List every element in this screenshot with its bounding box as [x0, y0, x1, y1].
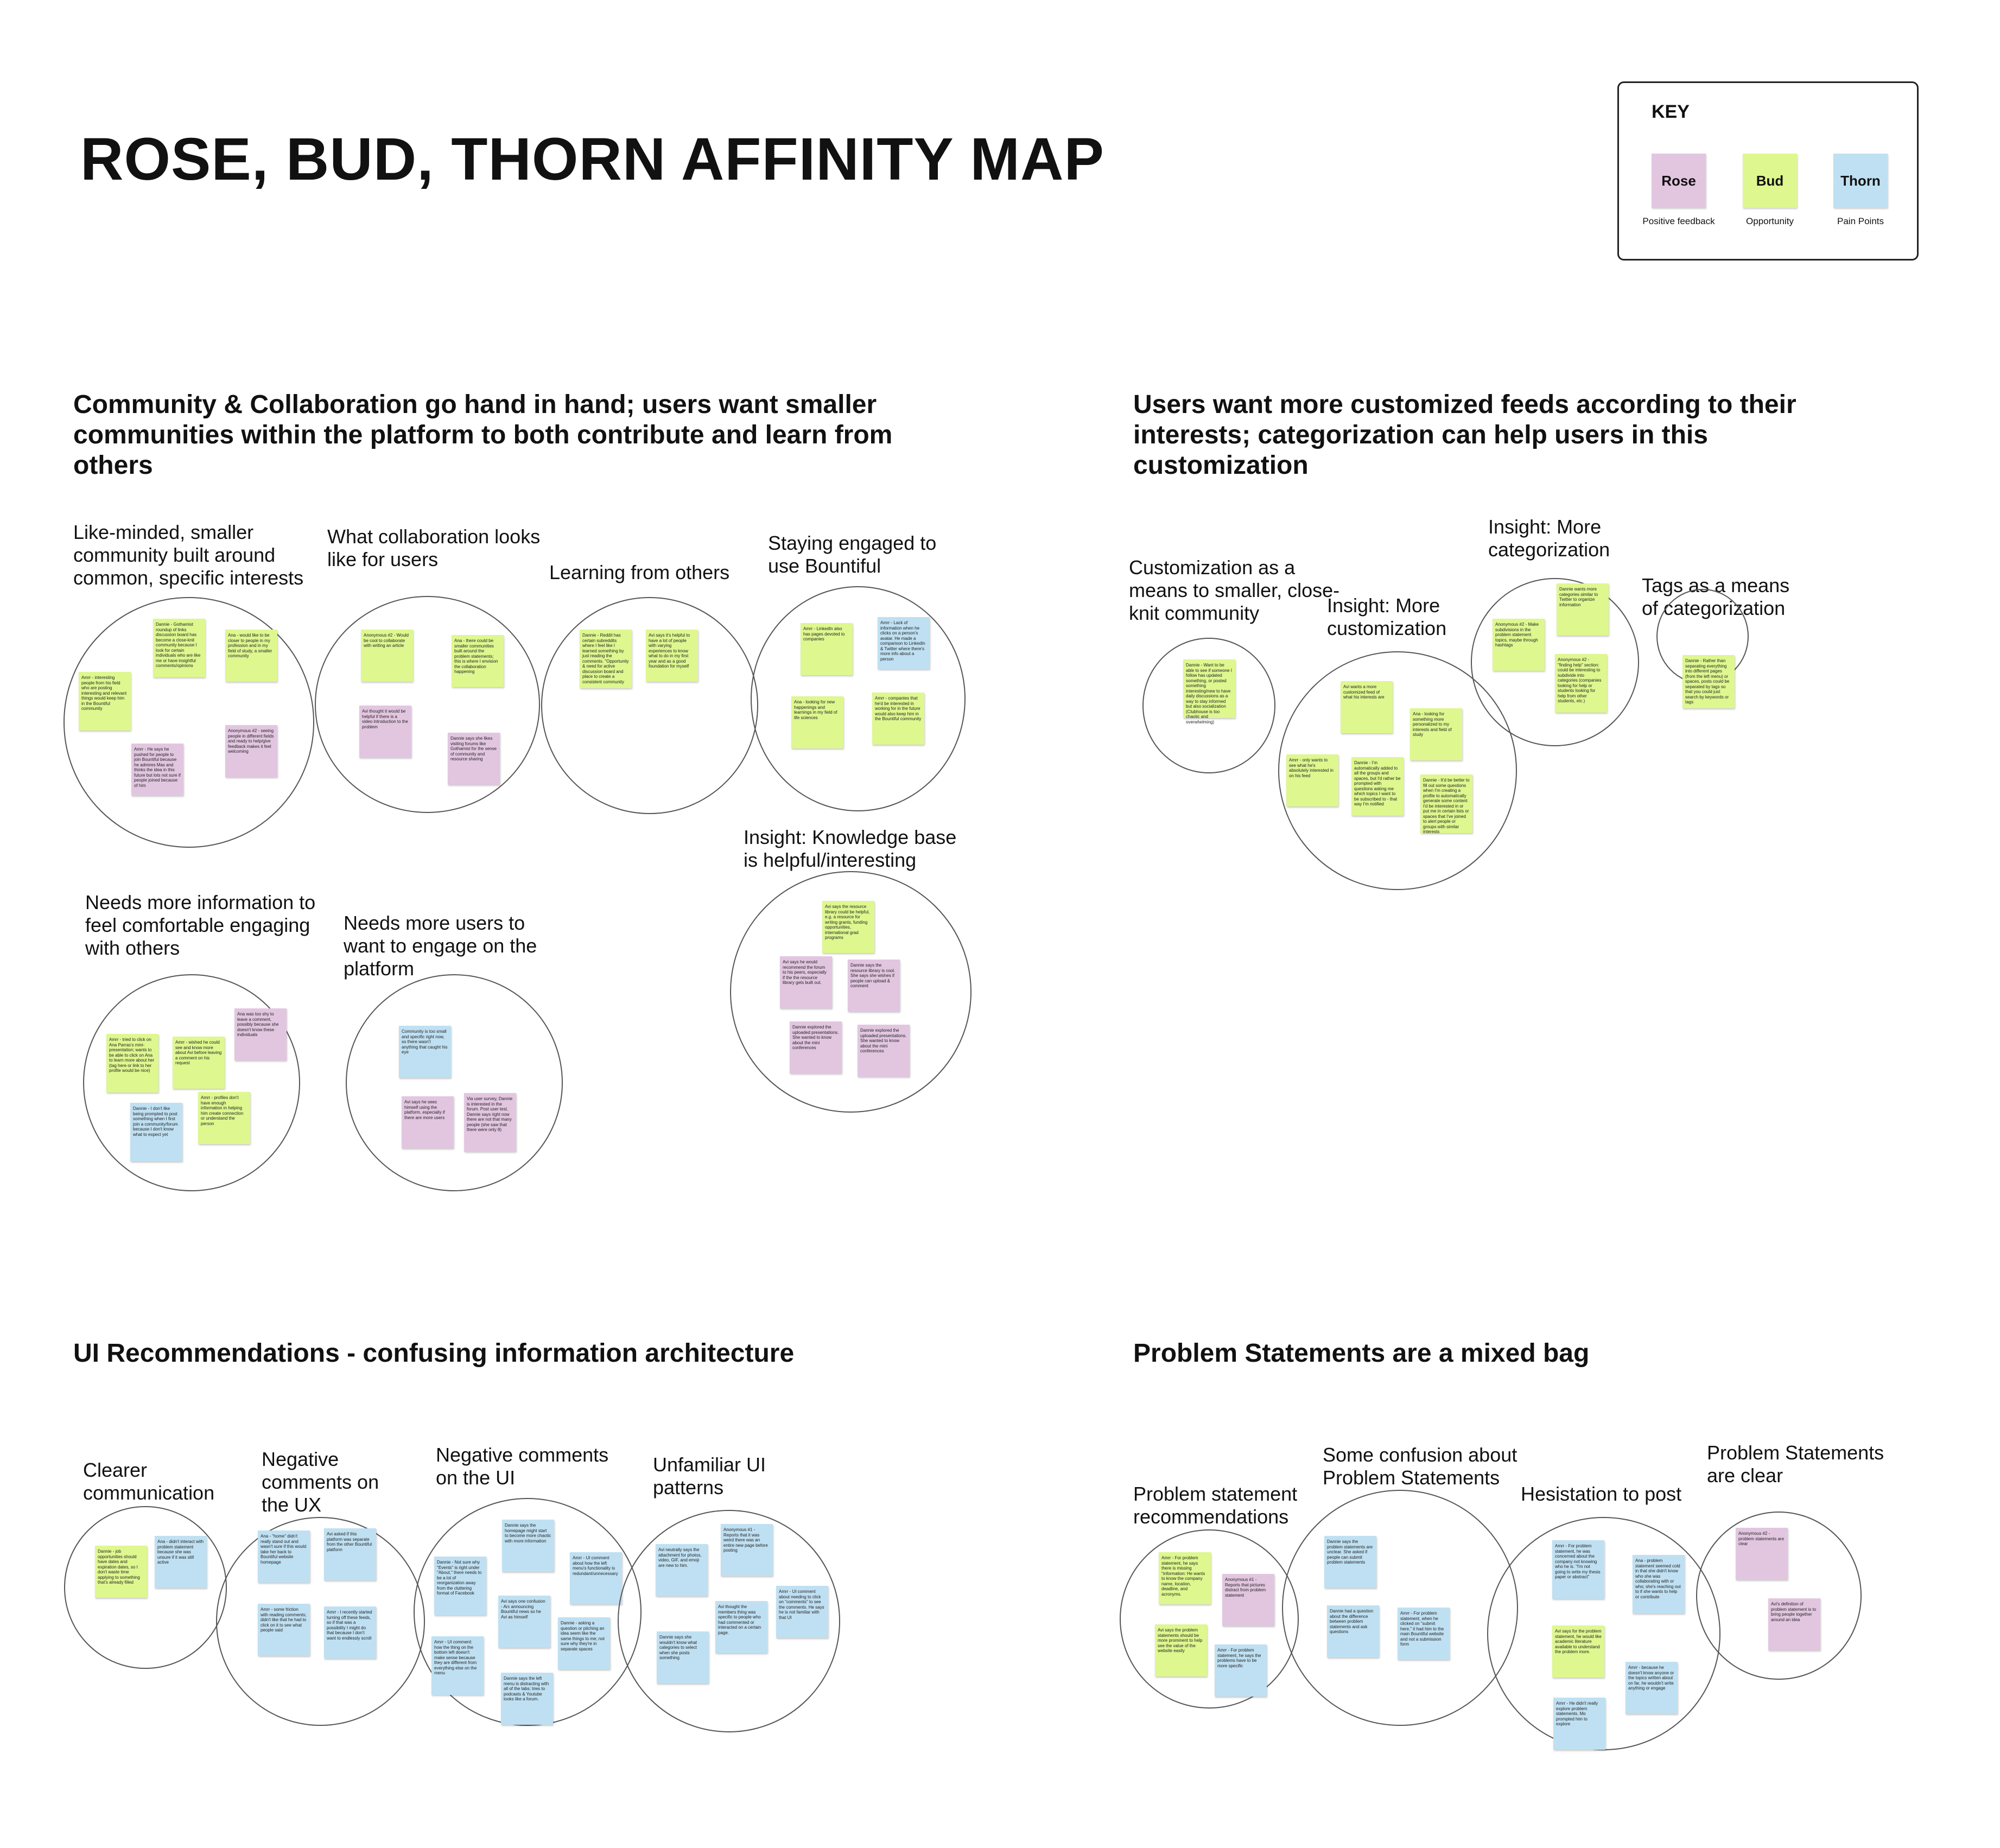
sticky-note: Anonymous #1 - Reports that it was weird there was an entire new page before posting — [721, 1524, 773, 1576]
sticky-note: Dannie explored the uploaded presentations. She wanted to know about the mini conferences — [790, 1021, 842, 1074]
key-thorn-swatch: Thorn — [1833, 154, 1888, 208]
cluster-circle-neg-ux — [216, 1517, 425, 1726]
key-bud-swatch: Bud — [1743, 154, 1797, 208]
cluster-label-tags: Tags as a means of categorization — [1642, 574, 1790, 619]
sticky-note: Avi says one confusion - Arc announcing Bountiful news so he Avi as himself — [498, 1596, 550, 1648]
page-title: ROSE, BUD, THORN AFFINITY MAP — [80, 126, 1104, 193]
key-rose-desc: Positive feedback — [1642, 216, 1715, 226]
cluster-label-learning: Learning from others — [549, 561, 730, 583]
sticky-note: Dannie says she likes visiting forums like Gothamist for the sense of community and resource sharing — [448, 733, 500, 785]
cluster-label-insight-cat: Insight: More categorization — [1488, 516, 1610, 561]
cluster-label-knowledge: Insight: Knowledge base is helpful/interesting — [744, 826, 957, 871]
sticky-note: Amrr - I recently started turning off these feeds, so if that was a possibility I might do that because I don't want to endlessly scroll — [324, 1606, 376, 1659]
sticky-note: Ana - there could be smaller communities built around the problem statements; this is where I envision the collaboration happening — [452, 635, 504, 687]
sticky-note: Avi says for the problem statement, he would like academic literature available to understand the problem more. — [1552, 1625, 1604, 1678]
sticky-note: Amrr - some friction with reading comments; didn't like that he had to click on it to see what people said — [258, 1604, 310, 1656]
sticky-note: Amrr - LinkedIn also has pages devoted to companies — [801, 623, 853, 675]
sticky-note: Avi says he sees himself using the platform, especially if there are more users — [402, 1096, 454, 1148]
sticky-note: Ana - problem statement seemed cold in that she didn't know who she was collaborating with or who; she's reaching out to if she wants to help or contribute — [1633, 1555, 1685, 1614]
sticky-note: Amrr - UI comment: how the thing on the bottom left doesn't make sense because they are different from everything else on the menu — [431, 1636, 484, 1695]
sticky-note: Avi asked if this platform was separate from the other Bountiful platform — [324, 1528, 376, 1580]
sticky-note: Avi wants a more customized feed of what his interests are — [1341, 681, 1393, 733]
sticky-note: Amrr - For problem statement, he says there is missing "information: He wants to know the company name, location, deadline, and acronyms. — [1159, 1552, 1211, 1604]
sticky-note: Avi says the problem statements should be more prominent to help see the value of the website easily — [1155, 1624, 1207, 1676]
cluster-label-neg-ui: Negative comments on the UI — [436, 1444, 609, 1489]
sticky-note: Ana - looking for new happenings and learnings in my field of life sciences — [791, 696, 843, 748]
sticky-note: Amrr - only wants to see what he's absolutely interested in on his feed — [1286, 754, 1338, 806]
sticky-note: Via user survey, Dannie is interested in the forum. Post user test, Dannie says right now there are not that many people (she saw that there were only 8) — [464, 1093, 516, 1152]
cluster-label-collab: What collaboration looks like for users — [327, 525, 541, 570]
section-heading-ui: UI Recommendations - confusing information architecture — [73, 1339, 795, 1368]
key-title: KEY — [1652, 101, 1690, 122]
sticky-note: Ana - looking for something more personalized to my interests and field of study — [1410, 708, 1462, 760]
key-bud-desc: Opportunity — [1746, 216, 1794, 226]
sticky-note: Dannie - Want to be able to see if someone I follow has updated something, or posted something interesting/new to have daily discussions as a way to stay informed but also socialization (Clubhouse is too chaotic and overwhelming) — [1183, 659, 1235, 718]
sticky-note: Dannie explored the uploaded presentations. She wanted to know about the mini conferences — [858, 1025, 910, 1077]
sticky-note: Dannie says the resource library is cool. She says she wishes if people can upload & comment — [848, 960, 900, 1012]
section-heading-problem: Problem Statements are a mixed bag — [1133, 1339, 1590, 1368]
cluster-circle-needsusers — [346, 974, 563, 1191]
cluster-label-hesitation: Hesistation to post — [1521, 1483, 1682, 1505]
sticky-note: Dannie wants more categories similar to Twitter to organize information — [1557, 583, 1609, 636]
sticky-note: Amrr - wished he could see and know more about Avi before leaving a comment on his request — [173, 1037, 225, 1089]
sticky-note: Dannie - Not sure why "Events" is right under "About," there needs to be a lot of reorganization away from the cluttering format of Facebook — [434, 1557, 486, 1615]
sticky-note: Amrr - interesting people from his field who are posting interesting and relevant things would keep him in the Bountiful community — [79, 672, 131, 731]
sticky-note: Amrr - companies that he'd be interested in working for in the future would also keep him in the Bountiful community — [872, 693, 924, 745]
sticky-note: Dannie - It'd be better to fill out some questions when I'm creating a profile to automatically generate some content I'd be interested in or put me in certain lists or spaces that I've joined to alert people or groups with similar interests — [1420, 774, 1472, 833]
sticky-note: Dannie - I'm automatically added to all the groups and spaces, but I'd rather be prompted with questions asking me which topics I want to be subscribed to - that way I'm notified — [1351, 757, 1404, 816]
sticky-note: Amrr - profiles don't have enough information in helping him create connection or understand the person — [198, 1092, 250, 1144]
sticky-note: Ana - "home" didn't really stand out and wasn't sure if this would take her back to Bountiful website homepage — [258, 1531, 310, 1583]
cluster-label-ps-recs: Problem statement recommendations — [1133, 1483, 1298, 1528]
sticky-note: Amrr - Lack of information when he clicks on a person's avatar. He made a comparison to LinkedIn & Twitter where there's more info about a person — [878, 617, 930, 669]
sticky-note: Dannie - asking a question or pitching an idea seem like the same things to me; not sure why they're in separate spaces — [558, 1617, 610, 1669]
cluster-label-customization-small: Customization as a means to smaller, close-knit community — [1129, 556, 1340, 624]
sticky-note: Dannie says the problem statements are unclear. She asked if people can submit problem statements — [1324, 1536, 1376, 1588]
sticky-note: Dannie - job opportunities should have dates and expiration dates, so I don't waste time applying to something that's already filled — [95, 1546, 147, 1598]
sticky-note: Avi says it's helpful to have a lot of people with varying experiences to know what to do in my first year and as a good foundation for myself — [646, 630, 698, 682]
cluster-label-likeminded: Like-minded, smaller community built around common, specific interests — [73, 521, 304, 589]
sticky-note: Ana - didn't interact with problem statement because she was unsure if it was still active — [155, 1536, 207, 1588]
sticky-note: Avi thought the members thing was specific to people who had commented or interacted on a certain page. — [715, 1601, 767, 1653]
cluster-label-unfamiliar: Unfamiliar UI patterns — [653, 1453, 766, 1498]
cluster-label-ps-confusion: Some confusion about Problem Statements — [1323, 1444, 1518, 1489]
cluster-circle-collab — [315, 596, 540, 813]
cluster-label-ps-clear: Problem Statements are clear — [1707, 1441, 1884, 1487]
sticky-note: Dannie says the homepage might start to become more chaotic with more information — [502, 1520, 554, 1572]
sticky-note: Amrr - tried to click on Ana Parras's mini-presentation; wants to be able to click on Ana to learn more about her (tag here or link to her profile would be nice) — [106, 1034, 158, 1093]
section-heading-feeds: Users want more customized feeds according to their interests; categorization can help users in this customization — [1133, 390, 1796, 480]
key-thorn-desc: Pain Points — [1837, 216, 1884, 226]
sticky-note: Dannie had a question about the difference between problem statements and ask questions — [1327, 1605, 1379, 1658]
sticky-note: Anonymous #2 - "finding help" section: could be interesting to subdivide into categories (companies looking for help or students looking for help from other students, etc.) — [1555, 654, 1607, 713]
sticky-note: Dannie - Reddit has certain subreddits where I feel like I learned something by just reading the comments. "Opportunity & need for active discussion board and place to create a consistent community — [580, 630, 632, 688]
sticky-note: Amrr - For problem statement, he says the problems have to be more specific — [1215, 1644, 1267, 1697]
sticky-note: Avi says he would recommend the forum to his peers, especially if the the resource library gets built out. — [780, 956, 832, 1008]
sticky-note: Ana - would like to be closer to people in my profession and in my field of study, a smaller community — [225, 630, 277, 682]
key-rose-swatch: Rose — [1652, 154, 1706, 208]
sticky-note: Dannie - Gothamist roundup of links discussion board has become a close-knit community because I look for certain individuals who are like me or have insightful comments/opinions — [153, 619, 205, 677]
sticky-note: Amrr - For problem statement, when he clicked on "submit here," it had him to the main Bountiful website and not a submission form — [1398, 1608, 1450, 1660]
cluster-label-needsusers: Needs more users to want to engage on the platform — [344, 912, 537, 980]
sticky-note: Dannie - I don't like being prompted to post something when I first join a community/forum because I don't know what to expect yet — [130, 1103, 182, 1161]
cluster-label-neg-ux: Negative comments on the UX — [262, 1448, 379, 1516]
cluster-circle-engaged — [751, 586, 966, 811]
sticky-note: Anonymous #2 - problem statements are clear — [1736, 1528, 1788, 1580]
cluster-label-needsinfo: Needs more information to feel comfortable engaging with others — [85, 891, 316, 959]
sticky-note: Ana was too shy to leave a comment, possibly because she doesn't know these individuals — [234, 1008, 287, 1060]
sticky-note: Anonymous #2 - Would be cool to collaborate with writing an article — [361, 630, 413, 682]
sticky-note: Avi thought it would be helpful if there is a video introduction to the problem — [359, 706, 411, 758]
sticky-note: Amrr - UI comment about needing to click on "comments" to see the comments. He says he is not familiar with that UI — [776, 1586, 828, 1638]
section-heading-community: Community & Collaboration go hand in hand; users want smaller communities within the platform to both contribute and learn from others — [73, 390, 893, 480]
key-legend — [1617, 81, 1919, 261]
sticky-note: Amrr - He didn't really explore problem statements. Mo prompted him to explore — [1553, 1698, 1605, 1750]
cluster-label-clearer: Clearer communication — [83, 1459, 215, 1504]
sticky-note: Amrr - UI comment about how the left menu's functionality is redundant/unnecessary — [570, 1552, 622, 1604]
sticky-note: Community is too small and specific right now, so there wasn't anything that caught his eye — [399, 1026, 451, 1078]
sticky-note: Dannie - Rather than separating everything into different pages (from the left menu) or spaces, posts could be separated by tags so that you could just search by keywords or tags — [1682, 655, 1735, 708]
sticky-note: Avi neutrally says the attachment for photos, video, GIF, and emoji are new to him. — [656, 1544, 708, 1596]
sticky-note: Dannie says the left menu is distracting with all of the tabs; tries to podcasts & Youtube looks like a forum. — [501, 1673, 553, 1725]
cluster-label-insight-custom: Insight: More customization — [1327, 594, 1447, 639]
sticky-note: Amrr - because he doesn't know anyone or the topics written about on far, he wouldn't write anything or engage — [1626, 1662, 1678, 1714]
sticky-note: Amrr - He says he pushed for people to join Bountiful because he admires Max and thinks the idea in this future but lots not sure if people joined because of him — [131, 744, 183, 796]
sticky-note: Avi's definition of problem statement is to bring people together around an idea — [1768, 1598, 1820, 1650]
sticky-note: Anonymous #2 - Make subdivisions in the problem statement topics, maybe through hashtags — [1493, 619, 1545, 671]
sticky-note: Avi says the resource library could be helpful, e.g. a resource for writing grants, funding opportunities, international grad programs — [822, 901, 874, 953]
sticky-note: Amrr - For problem statement, he was concerned about the company not knowing who he is. "I'm not going to write my thesis paper or abstract" — [1552, 1540, 1604, 1599]
cluster-label-engaged: Staying engaged to use Bountiful — [768, 532, 937, 577]
sticky-note: Anonymous #1 - Reports that pictures distract from problem statement — [1222, 1574, 1274, 1626]
sticky-note: Dannie says she wouldn't know what categories to select when she posts something — [657, 1631, 709, 1684]
sticky-note: Anonymous #2 - seeing people in different fields and ready to help/give feedback makes it feel welcoming — [225, 725, 277, 777]
